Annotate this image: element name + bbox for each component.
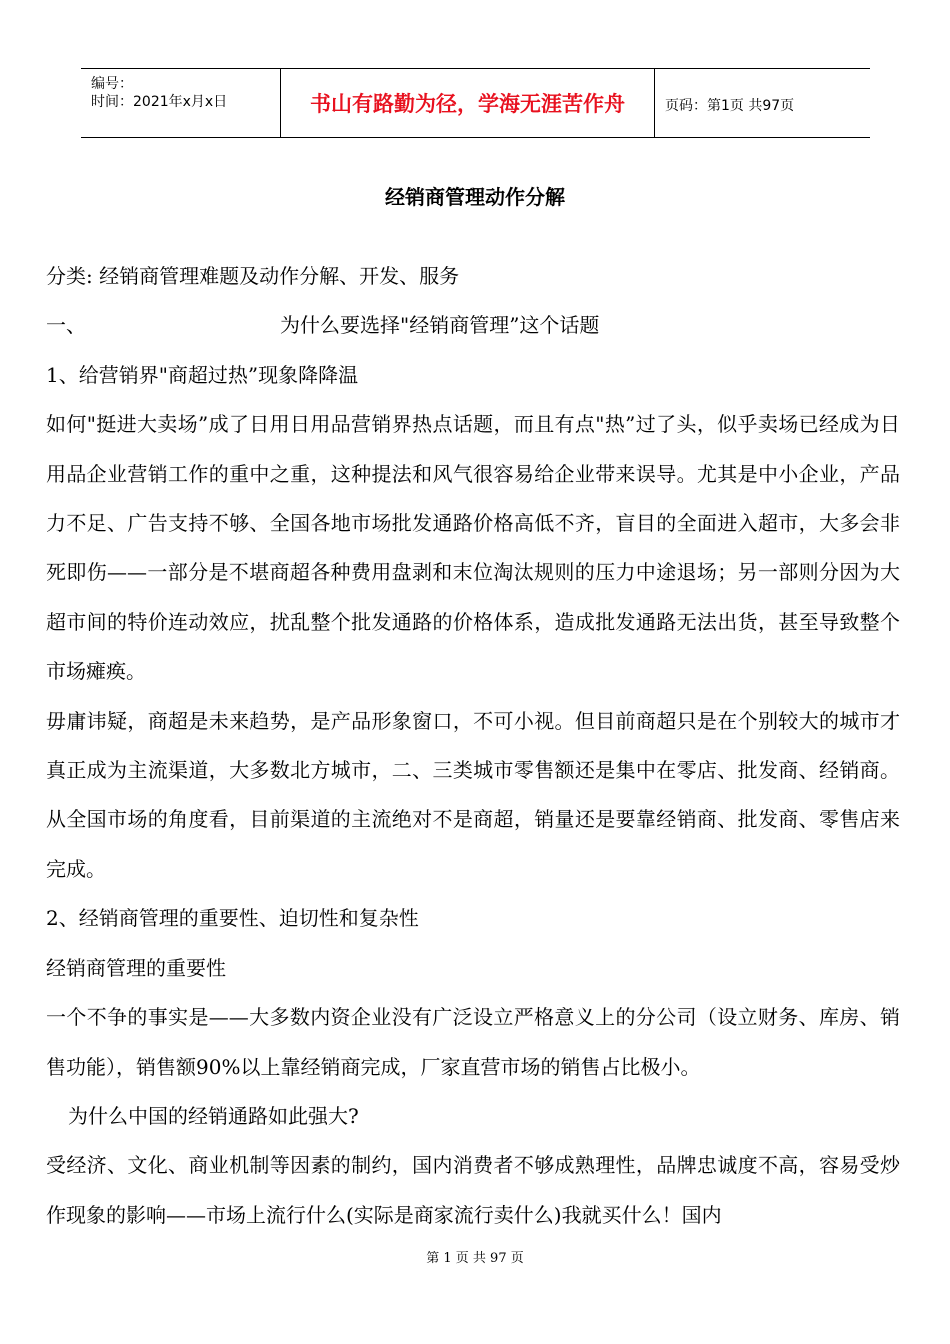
subheading: 经销商管理的重要性 — [46, 955, 226, 980]
section-one-number: 一、 — [46, 313, 86, 338]
paragraph-2: 毋庸讳疑，商超是未来趋势，是产品形象窗口，不可小视。但目前商超只是在个别较大的城市才真正成为主流渠道，大多数北方城市，二、三类城市零售额还是集中在零店、批发商、经销商。从全国市场的角度看，目前渠道的主流绝对不是商超，销量还是要靠经销商、批发商、零售店来完成。 — [46, 708, 900, 881]
heading-2: 2、经销商管理的重要性、迫切性和复杂性 — [46, 906, 419, 931]
header-motto: 书山有路勤为径，学海无涯苦作舟 — [281, 69, 655, 137]
question-line: 为什么中国的经销通路如此强大? — [68, 1103, 359, 1128]
page-footer: 第 1 页 共 97 页 — [426, 1251, 524, 1266]
paragraph-3: 一个不争的事实是——大多数内资企业没有广泛设立严格意义上的分公司（设立财务、库房、销售功能），销售额90%以上靠经销商完成，厂家直营市场的销售占比极小。 — [46, 1005, 900, 1079]
section-one-heading — [46, 301, 900, 350]
paragraph-1: 如何"挺进大卖场”成了日用日用品营销界热点话题，而且有点"热”过了头，似乎卖场已经成为日用品企业营销工作的重中之重，这种提法和风气很容易给企业带来误导。尤其是中小企业，产品力不足、广告支持不够、全国各地市场批发通路价格高低不齐，盲目的全面进入超市，大多会非死即伤——一部分是不堪商超各种费用盘剥和末位淘汰规则的压力中途退场；另一部则分因为大超市间的特价连动效应，扰乱整个批发通路的价格体系，造成批发通路无法出货，甚至导致整个市场瘫痪。 — [46, 412, 900, 684]
document-body — [46, 252, 900, 1240]
header-left-cell — [81, 69, 281, 137]
category-line: 分类: 经销商管理难题及动作分解、开发、服务 — [46, 264, 460, 288]
number-label: 编号： — [91, 76, 133, 92]
header-table — [81, 68, 870, 138]
header-page-info: 页码：第1页 共97页 — [665, 98, 795, 114]
paragraph-4: 受经济、文化、商业机制等因素的制约，国内消费者不够成熟理性，品牌忠诚度不高，容易受炒作现象的影响——市场上流行什么(实际是商家流行卖什么)我就买什么！国内 — [46, 1153, 900, 1227]
section-one-title: 为什么要选择"经销商管理”这个话题 — [280, 313, 600, 338]
time-label: 时间：2021年x月x日 — [91, 94, 228, 110]
heading-1: 1、给营销界"商超过热”现象降降温 — [46, 362, 359, 387]
document-title: 经销商管理动作分解 — [385, 185, 565, 209]
